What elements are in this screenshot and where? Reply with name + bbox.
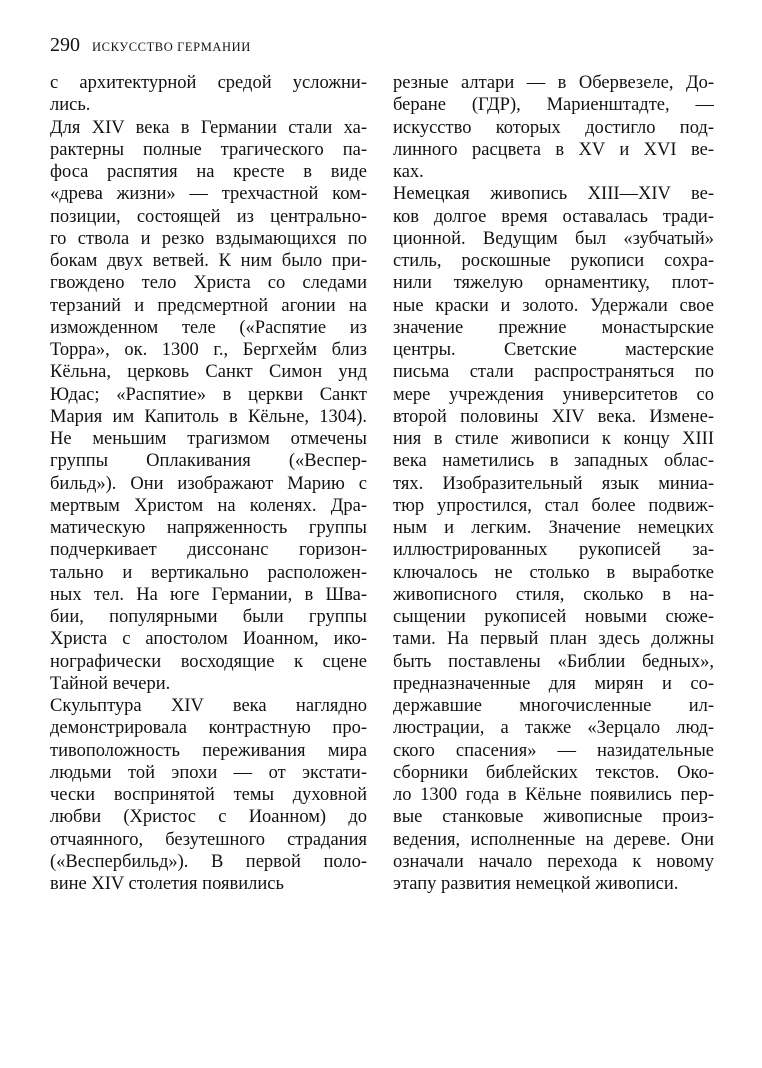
text-line: ков долгое время оставалась тради- [393, 206, 714, 227]
left-text-column [50, 72, 367, 895]
text-line: ным и легким. Значение немецких [393, 518, 714, 538]
text-line: подчеркивает диссонанс горизон- [50, 540, 367, 561]
text-line: любви (Христос с Иоанном) до [50, 807, 367, 828]
text-line: значение прежние монастырские [393, 317, 714, 338]
text-line: ведения, исполненные на дереве. Они [393, 829, 714, 850]
text-line: искусство которых достигло под- [393, 117, 714, 138]
text-line: линного расцвета в XV и XVI ве- [393, 139, 714, 160]
text-line: Кёльна, церковь Санкт Симон унд [50, 362, 367, 383]
text-line: Скульптура XIV века наглядно [50, 696, 367, 716]
text-line: мертвым Христом на коленях. Дра- [50, 495, 367, 516]
text-line: Торра», ок. 1300 г., Бергхейм близ [50, 340, 367, 360]
text-line: тально и вертикально расположен- [50, 562, 367, 583]
text-line: тами. На первый план здесь должны [393, 629, 714, 650]
text-line: ского спасения» — назидательные [393, 740, 714, 761]
text-line: тивоположность переживания мира [50, 740, 367, 761]
text-line: позиции, состоящей из центрально- [50, 206, 367, 227]
right-text-column [393, 72, 714, 895]
text-line: Мария им Капитоль в Кёльне, 1304). [50, 406, 367, 427]
text-line: Тайной вечери. [50, 673, 171, 694]
text-line: ния в стиле живописи к концу XIII [393, 429, 714, 449]
text-line: чески воспринятой темы духовной [50, 785, 367, 805]
text-line: «древа жизни» — трехчастной ком- [50, 184, 367, 205]
text-line: Христа с апостолом Иоанном, ико- [50, 629, 367, 650]
text-line: изможденном теле («Распятие из [50, 317, 367, 338]
text-line: демонстрировала контрастную про- [50, 718, 367, 739]
text-line: фоса распятия на кресте в виде [50, 162, 367, 182]
text-line: ные краски и золото. Удержали свое [393, 295, 714, 316]
text-line: сыщении рукописей новыми сюже- [393, 607, 714, 627]
text-line: группы Оплакивания («Веспер- [50, 451, 367, 472]
text-line: века наметились в западных облас- [393, 451, 714, 472]
text-line: центры. Светские мастерские [393, 340, 714, 360]
text-line: Юдас; «Распятие» в церкви Санкт [50, 384, 367, 405]
text-line: Немецкая живопись XIII—XIV ве- [393, 184, 714, 205]
text-line: терзаний и предсмертной агонии на [50, 295, 367, 316]
text-line: с архитектурной средой усложни- [50, 73, 367, 93]
text-line: мере учреждения университетов со [393, 384, 714, 405]
text-line: вине XIV столетия появились [50, 874, 284, 894]
text-line: означали начало перехода к новому [393, 851, 714, 872]
page-number: 290 [50, 34, 80, 56]
text-line: людьми той эпохи — от экстати- [50, 762, 367, 783]
text-line: беране (ГДР), Мариенштадте, — [393, 95, 714, 116]
text-line: гвождено тело Христа со следами [50, 273, 367, 294]
text-line: лись. [50, 95, 91, 116]
text-line: ционной. Ведущим был «зубчатый» [393, 228, 714, 249]
text-line: живописного стиля, сколько в на- [393, 584, 714, 605]
text-line: сборники библейских текстов. Око- [393, 762, 714, 783]
text-line: бильд»). Они изображают Марию с [50, 473, 367, 494]
text-line: ло 1300 года в Кёльне появились пер- [393, 785, 714, 805]
text-line: тях. Изобразительный язык миниа- [393, 473, 714, 494]
text-line: второй половины XIV века. Измене- [393, 406, 714, 427]
text-line: державшие многочисленные ил- [393, 696, 714, 716]
text-line: («Веспербильд»). В первой поло- [50, 851, 367, 872]
text-line: го ствола и резко вздымающихся по [50, 228, 367, 249]
section-title: ИСКУССТВО ГЕРМАНИИ [92, 40, 251, 54]
text-line: этапу развития немецкой живописи. [393, 874, 679, 894]
text-line: бии, популярными были группы [50, 607, 367, 627]
text-line: Не меньшим трагизмом отмечены [50, 429, 367, 449]
text-line: быть поставлены «Библии бедных», [393, 651, 714, 672]
text-line: ных тел. На юге Германии, в Шва- [50, 584, 367, 605]
text-line: отчаянного, безутешного страдания [50, 829, 367, 850]
text-line: рактерны полные трагического па- [50, 139, 367, 160]
text-line: ключалось не столько в выработке [393, 562, 714, 583]
text-line: нографически восходящие к сцене [50, 651, 367, 672]
text-line: письма стали распространяться по [393, 362, 714, 383]
running-header [50, 34, 251, 58]
text-line: предназначенные для мирян и со- [393, 673, 714, 694]
text-line: нили тяжелую орнаментику, плот- [393, 273, 714, 294]
text-line: бокам двух ветвей. К ним было при- [50, 251, 367, 271]
text-line: резные алтари — в Обервезеле, До- [393, 73, 714, 93]
text-line: стиль, роскошные рукописи сохра- [393, 251, 714, 271]
text-line: вые станковые живописные произ- [393, 807, 714, 828]
text-line: матическую напряженность группы [50, 518, 367, 538]
text-line: ках. [393, 162, 424, 182]
text-line: Для XIV века в Германии стали ха- [50, 117, 367, 138]
text-line: иллюстрированных рукописей за- [393, 540, 714, 561]
text-line: тюр упростился, стал более подвиж- [393, 495, 714, 516]
text-line: люстрации, а также «Зерцало люд- [393, 718, 714, 739]
